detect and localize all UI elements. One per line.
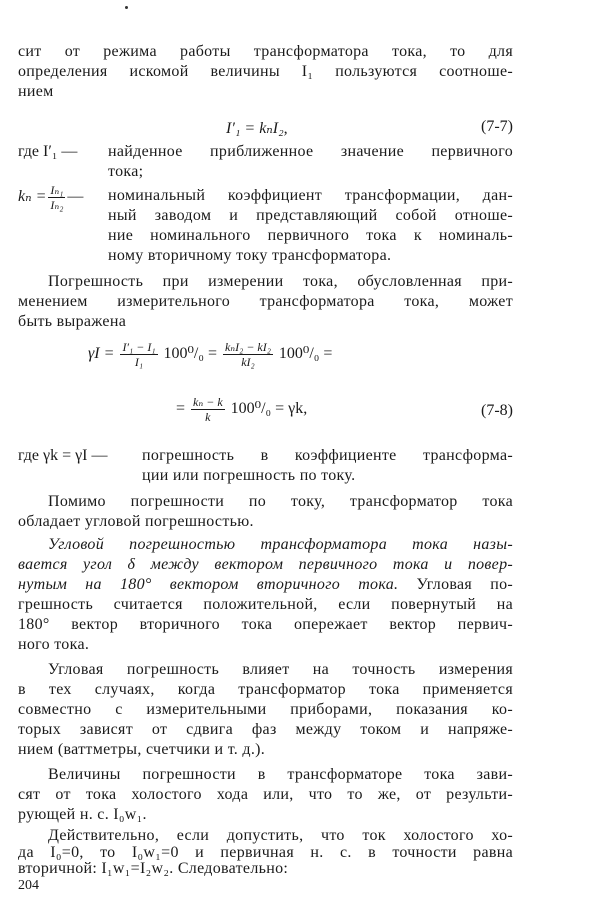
text-line: сит от режима работы трансформатора тока, то для [18,43,513,60]
fraction [120,340,157,369]
dash: — [67,188,84,205]
page-number: 204 [18,878,39,893]
text-line: определения искомой величины I₁ пользуются соотноше- [18,63,513,80]
text-line: ние номинального первичного тока к номиналь- [108,227,513,244]
fraction [48,183,65,212]
text-line: да I₀=0, то I₀w₁=0 и первичная н. с. в точности равна [18,844,513,861]
text-line: погрешность в коэффициенте трансформа- [142,447,513,464]
numerator: kₙI₂ − kI₂ [224,340,271,354]
kn-symbol: kₙ = [18,188,47,205]
equation-number: (7-7) [481,118,513,135]
text-line [18,575,513,595]
text-line: торых зависят от сдвига фаз между током и напряже- [18,721,513,738]
denominator: I₁ [134,355,144,369]
text-line: ции или погрешность по току. [142,467,356,484]
text-line: Угловой погрешностью трансформатора тока назы- [48,536,513,553]
italic-text: нутым на 180° вектором вторичного тока. [18,576,399,593]
denominator: kI₂ [241,355,255,369]
text-line: Угловая погрешность влияет на точность измерения [48,661,513,678]
text-line: быть выражена [18,313,127,330]
text-line: номинальный коэффициент трансформации, дан- [108,187,513,204]
definition-label: где I′₁ — [18,143,78,160]
numerator: I′₁ − I₁ [122,340,156,354]
text-line: грешность считается положительной, если повернутый на [18,596,513,613]
numerator: Iₙ₁ [50,182,64,197]
equation-7-7: I′₁ = kₙI₂, [226,120,288,137]
text-line: Погрешность при измерении тока, обусловленная при- [48,273,513,290]
scan-speck [125,6,128,9]
equation-7-8-line-1 [88,340,332,369]
percent: 100⁰/₀ = [278,345,333,363]
text-line: Помимо погрешности по току, трансформатор тока [48,493,513,510]
text-line: найденное приближенное значение первичного [108,143,513,160]
text-line: ного тока. [18,636,90,653]
text-line: в тех случаях, когда трансформатор тока применяется [18,681,513,698]
percent: 100⁰/₀ = γk, [230,400,308,418]
text-line: менением измерительного трансформатора тока, может [18,293,513,310]
text-line: ному вторичному току трансформатора. [108,247,392,264]
text-line: 180° вектор вторичного тока опережает вектор первич- [18,616,513,633]
denominator: k [205,410,211,424]
numerator: kₙ − k [193,395,223,409]
fraction [223,340,273,369]
equals: = [176,400,186,418]
gamma-i: γI = [88,345,115,363]
text-line: нием [18,83,54,100]
text-line: ный заводом и представляющий собой отноше- [108,207,513,224]
equation-7-8-line-2 [176,395,307,424]
fraction [191,395,225,424]
text-line: обладает угловой погрешностью. [18,513,254,530]
percent: 100⁰/₀ = [163,345,217,363]
text-line: Действительно, если допустить, что ток холостого хо- [48,827,513,844]
text-line: сят от тока холостого хода или, что то же, от результи- [18,786,513,803]
text: Угловая по- [398,576,514,593]
definition-label: где γk = γI — [18,447,108,464]
text-line: нием (ваттметры, счетчики и т. д.). [18,741,266,758]
text-line: вается угол δ между вектором первичного тока и повер- [18,556,513,573]
text-line: Величины погрешности в трансформаторе тока зави- [48,766,513,783]
text-line: вторичной: I₁w₁=I₂w₂. Следовательно: [18,860,289,877]
text-line: совместно с измерительными приборами, показания ко- [18,701,513,718]
text-line: рующей н. с. I₀w₁. [18,806,147,823]
equation-number: (7-8) [481,402,513,419]
denominator: Iₙ₂ [50,197,64,212]
definition-label [18,182,83,212]
text-line: тока; [108,163,144,180]
